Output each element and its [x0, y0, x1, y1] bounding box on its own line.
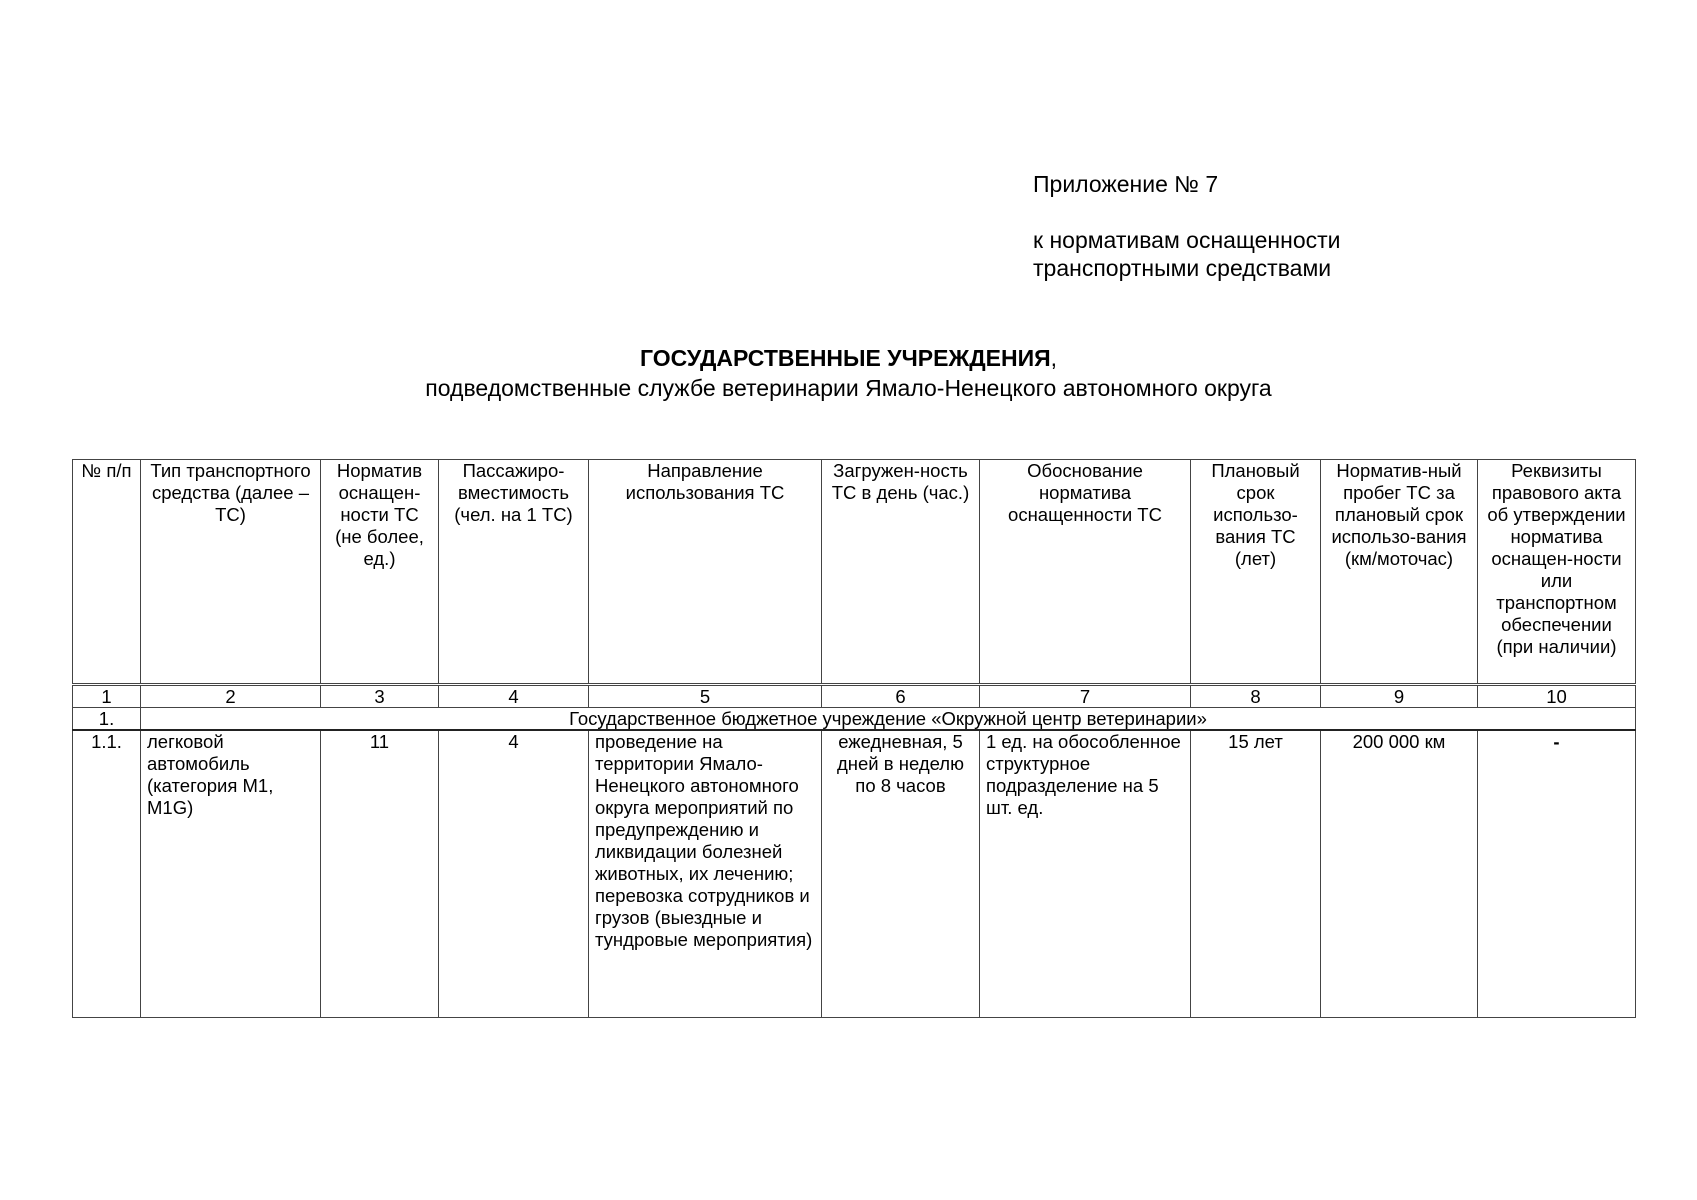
row-capacity: 4: [439, 730, 589, 1018]
header-cell-purpose: Направление использования ТС: [589, 460, 822, 685]
header-cell-term: Плановый срок использо-вания ТС (лет): [1191, 460, 1321, 685]
appendix-block: [1033, 170, 1341, 282]
document-title-block: [0, 343, 1697, 403]
appendix-reference-line2: транспортными средствами: [1033, 255, 1332, 281]
column-number-cell: 7: [980, 685, 1191, 708]
document-title-main: ГОСУДАРСТВЕННЫЕ УЧРЕЖДЕНИЯ: [639, 345, 1051, 371]
appendix-number: Приложение № 7: [1033, 171, 1219, 197]
appendix-reference-line1: к нормативам оснащенности: [1033, 227, 1341, 253]
column-number-cell: 6: [822, 685, 980, 708]
norms-table: [72, 459, 1636, 1018]
column-number-cell: 3: [321, 685, 439, 708]
organization-row: [73, 708, 1636, 731]
column-number-cell: 2: [141, 685, 321, 708]
row-term: 15 лет: [1191, 730, 1321, 1018]
row-load: ежедневная, 5 дней в неделю по 8 часов: [822, 730, 980, 1018]
organization-number: 1.: [73, 708, 141, 731]
table-row: [73, 730, 1636, 1018]
row-justification: 1 ед. на обособленное структурное подразделение на 5 шт. ед.: [980, 730, 1191, 1018]
row-mileage: 200 000 км: [1321, 730, 1478, 1018]
appendix-gap: [1033, 198, 1341, 226]
document-subtitle: подведомственные службе ветеринарии Ямало-Ненецкого автономного округа: [425, 375, 1272, 401]
header-cell-number: № п/п: [73, 460, 141, 685]
row-vehicle-type: легковой автомобиль (категория М1, М1G): [141, 730, 321, 1018]
column-number-cell: 9: [1321, 685, 1478, 708]
header-cell-legal-act: Реквизиты правового акта об утверждении норматива оснащен-ности или транспортном обеспечении (при наличии): [1478, 460, 1636, 685]
column-number-cell: 8: [1191, 685, 1321, 708]
document-title: [0, 343, 1697, 373]
header-cell-mileage: Норматив-ный пробег ТС за плановый срок использо-вания (км/моточас): [1321, 460, 1478, 685]
row-purpose: проведение на территории Ямало-Ненецкого автономного округа мероприятий по предупреждению и ликвидации болезней животных, их лечению; перевозка сотрудников и грузов (выездные и тундровые мероприятия): [589, 730, 822, 1018]
row-legal-act: -: [1478, 730, 1636, 1018]
header-cell-norm: Норматив оснащен-ности ТС (не более, ед.): [321, 460, 439, 685]
organization-name: Государственное бюджетное учреждение «Окружной центр ветеринарии»: [141, 708, 1636, 731]
header-cell-capacity: Пассажиро-вместимость (чел. на 1 ТС): [439, 460, 589, 685]
row-norm: 11: [321, 730, 439, 1018]
column-number-row: [73, 685, 1636, 708]
document-title-comma: ,: [1050, 345, 1058, 371]
column-number-cell: 1: [73, 685, 141, 708]
table-header-row: [73, 460, 1636, 685]
row-number: 1.1.: [73, 730, 141, 1018]
header-cell-vehicle-type: Тип транспортного средства (далее – ТС): [141, 460, 321, 685]
column-number-cell: 5: [589, 685, 822, 708]
header-cell-load: Загружен-ность ТС в день (час.): [822, 460, 980, 685]
column-number-cell: 10: [1478, 685, 1636, 708]
column-number-cell: 4: [439, 685, 589, 708]
header-cell-justification: Обоснование норматива оснащенности ТС: [980, 460, 1191, 685]
